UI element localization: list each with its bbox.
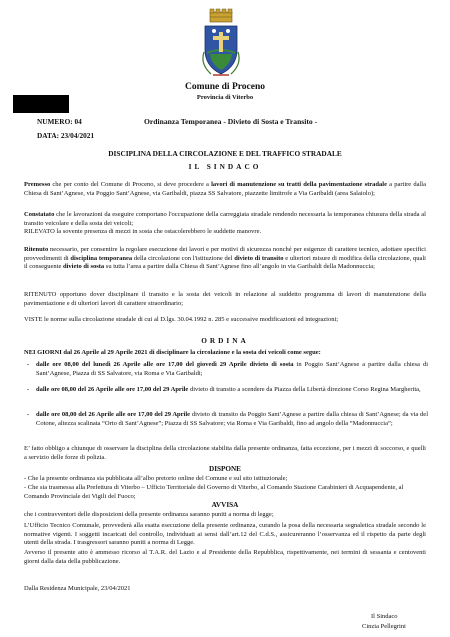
premesso-lead: Premesso xyxy=(24,181,51,188)
bullet2-text: divieto di transito a scendere da Piazza della Libertà direzione Corso Regina Margherita, xyxy=(188,386,421,393)
avvisa-text: che i contravventori delle disposizioni della presente ordinanza saranno puniti a norma di legge; xyxy=(24,511,274,518)
discipline-heading: DISCIPLINA DELLA CIRCOLAZIONE E DEL TRAFFICO STRADALE xyxy=(108,149,342,158)
ritenuto-text-2: della circolazione con l'istituzione del xyxy=(132,254,235,262)
bullet1-bold: dalle ore 08,00 del lunedì 26 Aprile alle ore 17,00 del giovedì 29 Aprile divieto di sosta xyxy=(36,361,294,368)
premesso-text-1: che per conto del Comune di Proceno, si deve procedere a xyxy=(50,181,212,188)
ritenuto-text-1: necessario, per consentire la regolare esecuzione dei lavori e per motivi di sicurezza nonché per esigenze di carattere tecnico, adottare specifici provvedimenti di xyxy=(24,246,426,262)
dispone-heading: DISPONE xyxy=(209,465,241,473)
bullet-dash: - xyxy=(27,361,30,368)
bullet3-text: divieto di transito da Poggio Sant’Agnese a partire dalla chiesa di Sant’Agnese; da via del Cotone, altezza scalinata “Orto di Sant’Agnese”; Piazza di SS Salvatore; via Roma e Via Garibaldi, fino ad angolo della “Madonnuccia”; xyxy=(36,411,428,427)
redaction-block xyxy=(13,95,69,113)
ritenuto-text-4: su tutta l’area a partire dalla Chiesa di Sant’Agnese fino all’angolo in via Garibaldi della Madonnuccia; xyxy=(104,263,375,271)
ufficio-tecnico-paragraph: L’Ufficio Tecnico Comunale, provvederà alla esatta esecuzione della presente ordinanza, curando la posa della necessaria segnaletica stradale secondo le normative vigenti. I soggetti incaricati del controllo, individuati ai sensi dall’art.12 del C.d.S., assicureranno l’osservanza ed il rispetto da parte degli utenti della strada. I trasgressori saranno puniti a norma di Legge. xyxy=(24,522,426,547)
ritenuto2-paragraph: RITENUTO opportuno dover disciplinare il transito e la sosta dei veicoli in relazione al suddetto programma di lavori di manutenzione della pavimentazione e di ulteriori lavori di carattere straordinario; xyxy=(24,291,426,307)
bullet-divieto-transito-2 xyxy=(27,411,428,428)
obbligo-paragraph: E’ fatto obbligo a chiunque di osservare la disciplina della circolazione stabilita dalla presente ordinanza, fatta eccezione, per i mezzi di soccorso, e quelli a servizio delle forze di polizia. xyxy=(24,445,426,461)
bullet-dash: - xyxy=(27,411,30,418)
bullet-divieto-sosta xyxy=(27,361,428,378)
bullet3-bold: dalle ore 08,00 del 26 Aprile alle ore 17,00 del 29 Aprile xyxy=(36,411,191,418)
premesso-bold-1: lavori di manutenzione su tratti della pavimentazione stradale xyxy=(211,181,387,188)
ritenuto-lead: Ritenuto xyxy=(24,246,49,253)
residenza-date: Dalla Residenza Municipale, 23/04/2021 xyxy=(24,585,131,592)
ritenuto-text-3: e ulteriori misure di modifica della circolazione, quali il conseguente xyxy=(24,254,426,271)
signature-title: Il Sindaco xyxy=(371,613,398,620)
giorni-line: NEI GIORNI dal 26 Aprile al 29 Aprile 2021 di disciplinare la circolazione e la sosta dei veicoli come segue: xyxy=(24,349,321,356)
rilevato-text: RILEVATO la sovente presenza di mezzi in sosta che ostacolerebbero le suddette manovre. xyxy=(24,228,262,236)
ordinance-date: DATA: 23/04/2021 xyxy=(37,131,95,140)
bullet1-text: in Poggio Sant’Agnese a partire dalla chiesa di Sant’Agnese, Piazza di SS Salvatore, via Roma e Via Garibaldi; xyxy=(36,361,428,377)
ritenuto-bold-1: disciplina temporanea xyxy=(70,254,133,262)
avvisa-heading: AVVISA xyxy=(211,501,239,509)
ordinance-number: NUMERO: 04 xyxy=(37,117,82,126)
signature-name: Cinzia Pellegrini xyxy=(362,623,406,630)
ricorso-paragraph: Avverso il presente atto è ammesso ricorso al T.A.R. del Lazio e al Presidente della Repubblica, rispettivamente, nei termini di sessanta e centoventi giorni dalla data della pubblicazione. xyxy=(24,549,426,565)
viste-paragraph: VISTE le norme sulla circolazione stradale di cui al D.lgs. 30.04.1992 n. 285 e successive modificazioni ed integrazioni; xyxy=(24,316,339,323)
ordina-heading: ORDINA xyxy=(201,336,249,345)
dispone-item-2: - Che sia trasmessa alla Prefettura di Viterbo – Ufficio Territoriale del Governo di Viterbo, al Comando Stazione Carabinieri di Acquapendente, al Comando Provinciale dei Vigili del Fuoco; xyxy=(24,484,404,500)
ritenuto-bold-2: divieto di transito xyxy=(234,254,284,262)
premesso-text-2: a partire dalla Chiesa di Sant’Agnese, via Poggio Sant’Agnese, via Garibaldi, piazza SS Salvatore, piazzette limitrofe a Via Garibaldi (area Salaiolo); xyxy=(24,181,426,197)
comune-name: Comune di Proceno xyxy=(184,82,266,92)
ordinance-title: Ordinanza Temporanea - Divieto di Sosta e Transito - xyxy=(144,117,318,126)
constatato-paragraph xyxy=(24,211,426,237)
bullet2-bold: dalle ore 08,00 del 26 Aprile alle ore 17,00 del 29 Aprile xyxy=(36,386,189,393)
premesso-paragraph xyxy=(24,181,426,198)
dispone-item-1: - Che la presente ordinanza sia pubblicata all’albo pretorio online del Comune e sul sito istituzionale; xyxy=(24,475,288,482)
sindaco-heading: IL SINDACO xyxy=(188,162,262,171)
bullet-divieto-transito-1 xyxy=(27,386,428,395)
provincia-name: Provincia di Viterbo xyxy=(196,94,254,101)
municipal-crest-logo xyxy=(201,8,241,80)
ritenuto-paragraph xyxy=(24,246,426,272)
ritenuto-bold-3: divieto di sosta xyxy=(63,263,105,271)
constatato-lead: Constatato xyxy=(24,211,55,218)
bullet-dash: - xyxy=(27,386,30,393)
constatato-text-1: che le lavorazioni da eseguire comportano l'occupazione della carreggiata stradale rendendo necessaria la temporanea chiusura della strada al transito veicolare e della sosta dei veicoli; xyxy=(24,211,426,227)
